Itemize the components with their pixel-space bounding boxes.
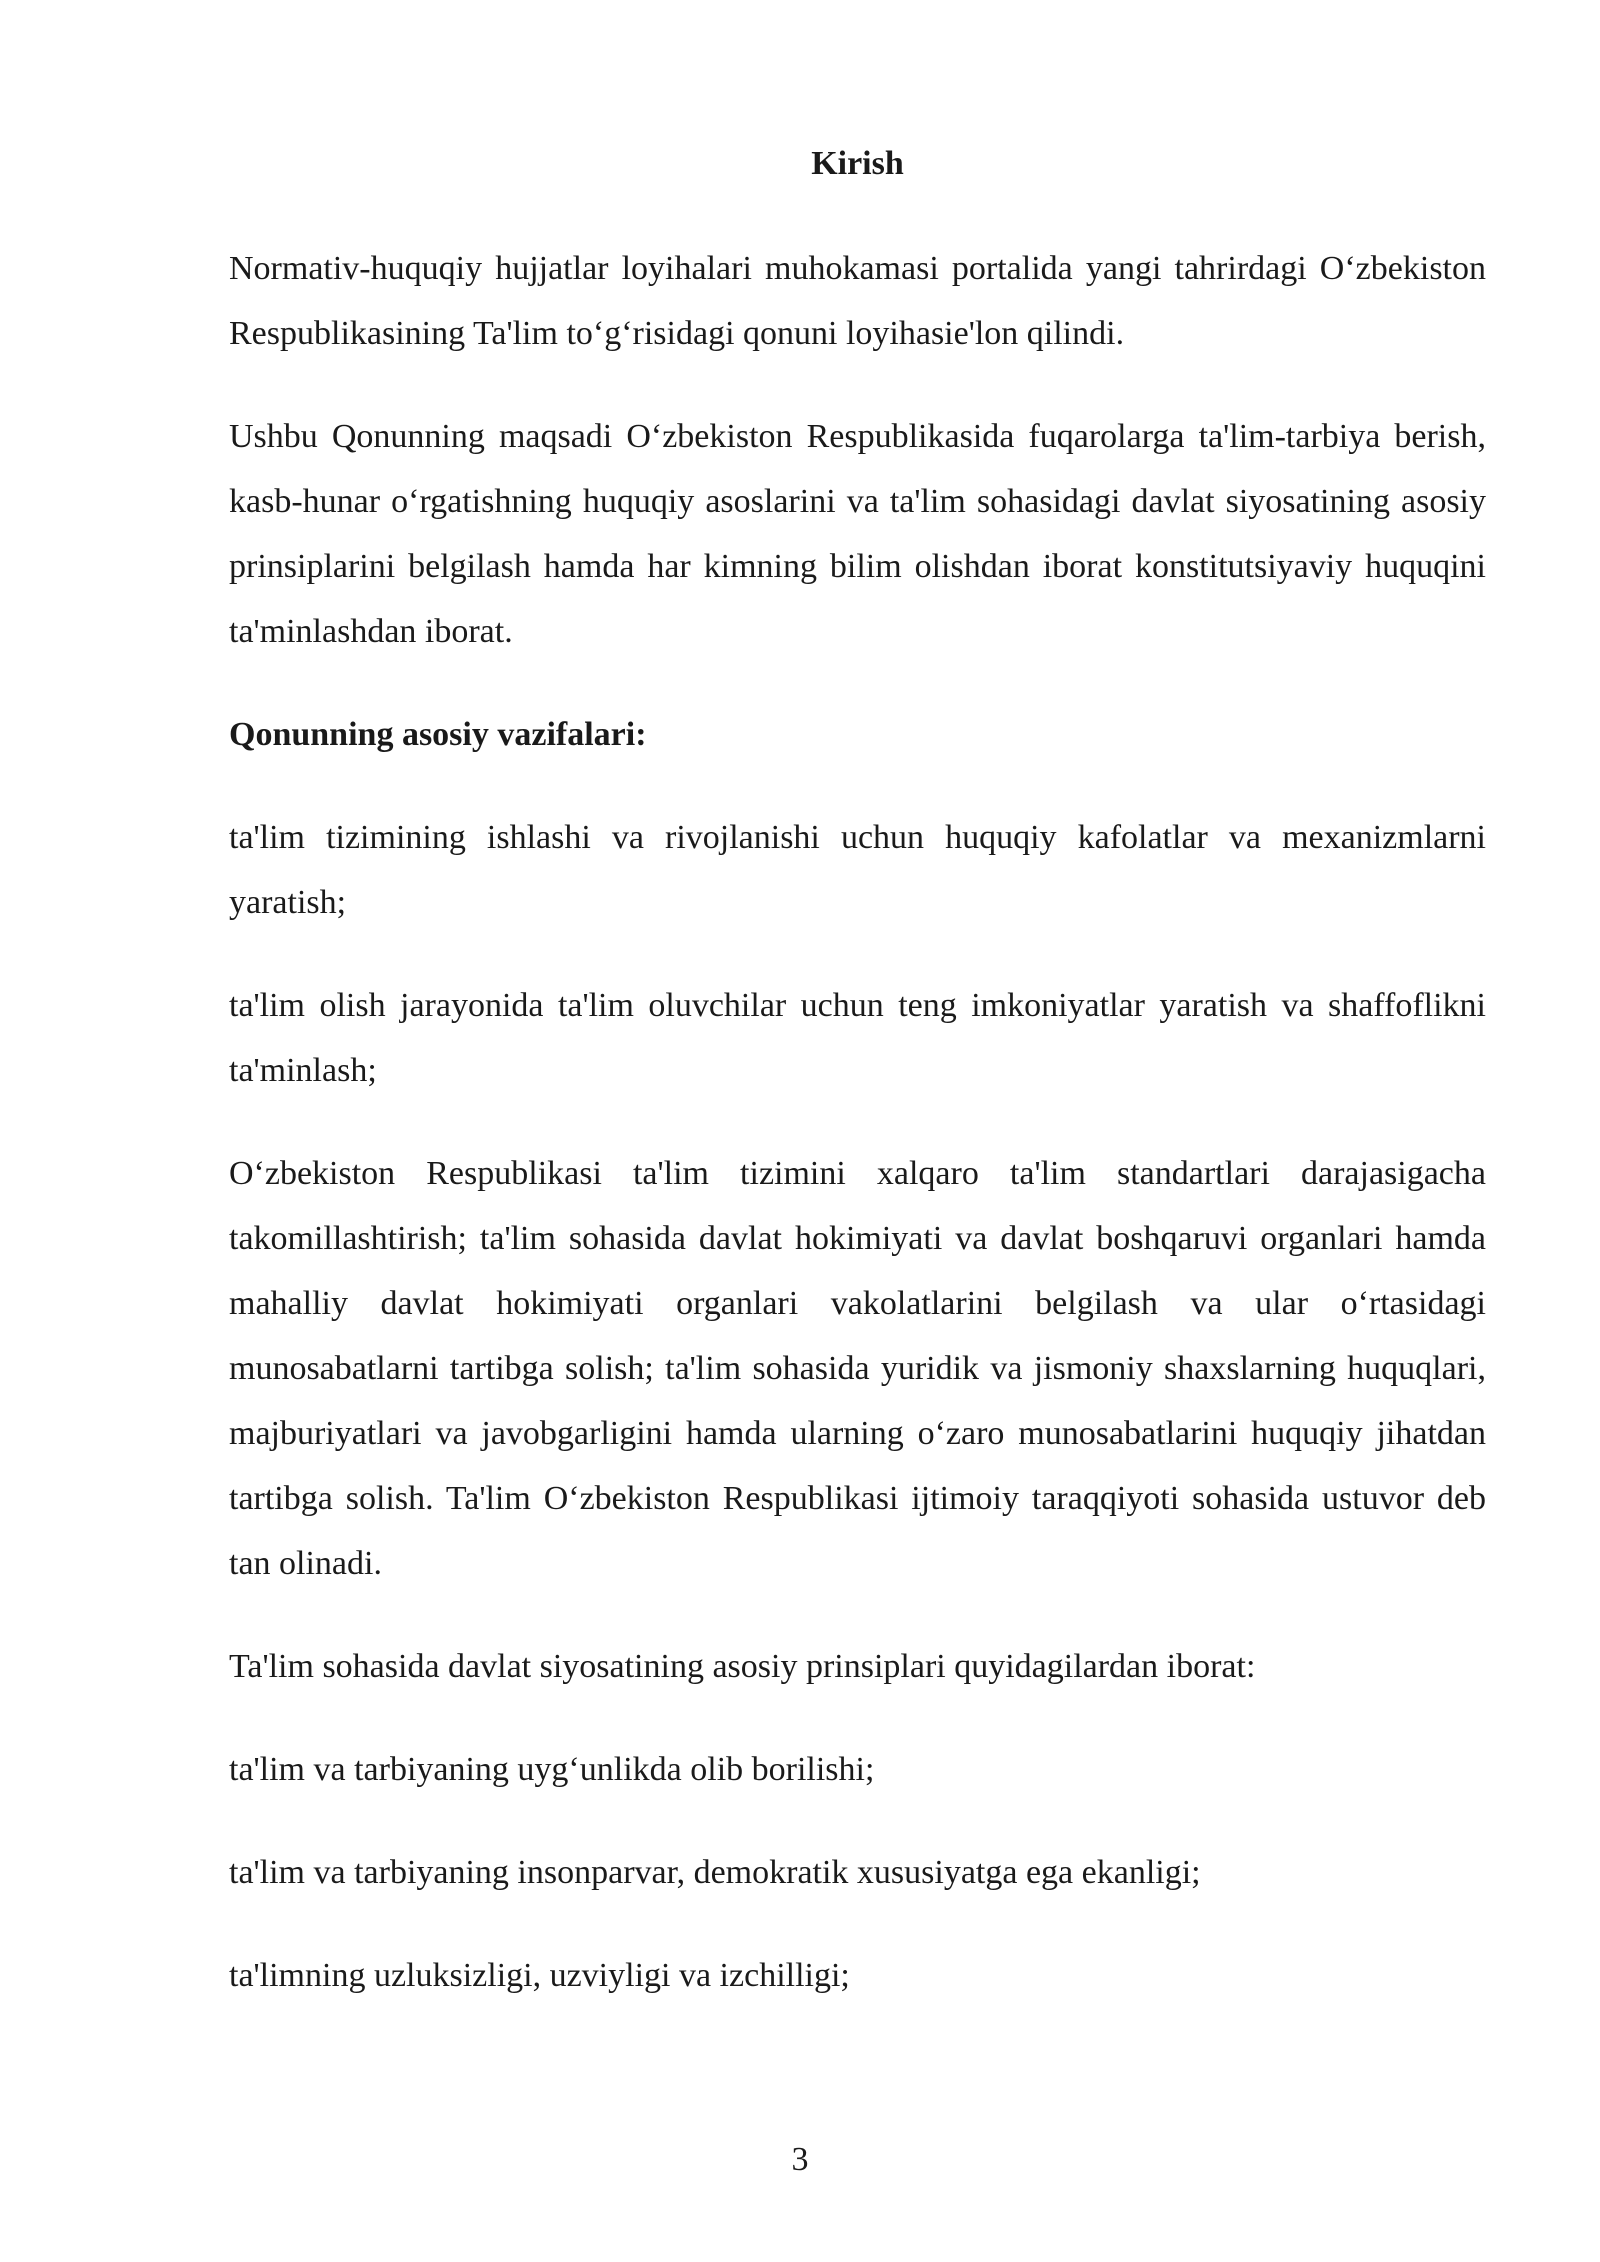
paragraph-principles-intro: Ta'lim sohasida davlat siyosatining asosiy prinsiplari quyidagilardan iborat:	[229, 1648, 1256, 1685]
list-item-principle: ta'limning uzluksizligi, uzviyligi va izchilligi;	[229, 1957, 850, 1994]
paragraph-law-purpose: Ushbu Qonunning maqsadi O‘zbekiston Respublikasida fuqarolarga ta'lim-tarbiya berish, kasb-hunar o‘rgatishning huquqiy asoslarini va ta'lim sohasidagi davlat siyosatining asosiy prinsiplarini belgilash hamda har kimning bilim olishdan iborat konstitutsiyaviy huquqini ta'minlashdan iborat.	[229, 418, 1486, 650]
list-item-principle: ta'lim va tarbiyaning uyg‘unlikda olib borilishi;	[229, 1751, 875, 1788]
list-item-task: ta'lim olish jarayonida ta'lim oluvchilar uchun teng imkoniyatlar yaratish va shaffoflikni ta'minlash;	[229, 987, 1486, 1089]
list-item-principle: ta'lim va tarbiyaning insonparvar, demokratik xususiyatga ega ekanligi;	[229, 1854, 1201, 1891]
list-item-task: O‘zbekiston Respublikasi ta'lim tizimini xalqaro ta'lim standartlari darajasigacha takomillashtirish; ta'lim sohasida davlat hokimiyati va davlat boshqaruvi organlari hamda mahalliy davlat hokimiyati organlari vakolatlarini belgilash va ular o‘rtasidagi munosabatlarni tartibga solish; ta'lim sohasida yuridik va jismoniy shaxslarning huquqlari, majburiyatlari va javobgarligini hamda ularning o‘zaro munosabatlarini huquqiy jihatdan tartibga solish. Ta'lim O‘zbekiston Respublikasi ijtimoiy taraqqiyoti sohasida ustuvor deb tan olinadi.	[229, 1155, 1486, 1582]
document-body	[229, 138, 1486, 2046]
section-title: Kirish	[811, 145, 904, 182]
paragraph-announcement: Normativ-huquqiy hujjatlar loyihalari muhokamasi portalida yangi tahrirdagi O‘zbekiston Respublikasining Ta'lim to‘g‘risidagi qonuni loyihasie'lon qilindi.	[229, 250, 1486, 352]
list-item-task: ta'lim tizimining ishlashi va rivojlanishi uchun huquqiy kafolatlar va mexanizmlarni yaratish;	[229, 819, 1486, 921]
subheading-main-tasks: Qonunning asosiy vazifalari:	[229, 716, 647, 753]
page-number: 3	[791, 2141, 809, 2178]
